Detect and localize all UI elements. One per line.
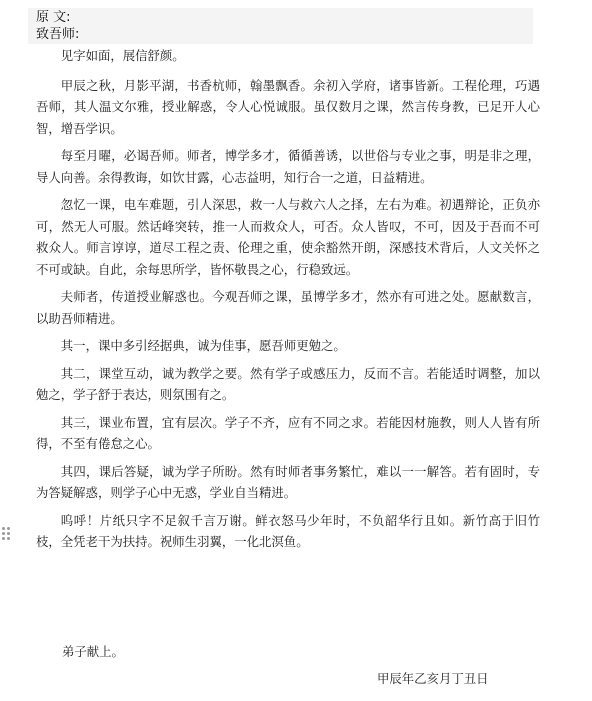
paragraph-1: 甲辰之秋，月影平湖，书香杭师，翰墨飘香。余初入学府，诸事皆新。工程伦理，巧遇吾师，其人温文尔雅，授业解惑，令人心悦诚服。虽仅数月之课，然言传身教，已足开人心智，增吾学识。	[36, 77, 540, 136]
paragraph-9: 呜呼！片纸只字不足叙千言万谢。鲜衣怒马少年时，不负韶华行且如。新竹高于旧竹枝，全凭老干为扶持。祝师生羽翼，一化北溟鱼。	[36, 512, 540, 549]
paragraph-7: 其三，课业布置，宜有层次。学子不齐，应有不同之求。若能因材施教，则人人皆有所得，不至有倦怠之心。	[36, 414, 540, 451]
paragraph-4: 夫师者，传道授业解惑也。今观吾师之课，虽博学多才，然亦有可进之处。愿献数言，以助吾师精进。	[36, 289, 540, 326]
paragraph-5: 其一，课中多引经据典，诚为佳事，愿吾师更勉之。	[60, 338, 346, 353]
paragraph-3: 忽忆一课，电车难题，引人深思，救一人与救六人之择，左右为难。初遇辩论，正负亦可，然无人可服。然话峰突转，推一人而救众人，可否。众人皆叹，不可，因及于吾而不可救众人。师言谆谆，道尽工程之责、伦理之重，使余豁然开朗，深感技术背后，人文关怀之不可或缺。自此，余每思所学，皆怀敬畏之心，行稳致远。	[36, 197, 540, 277]
original-text-label: 原 文:	[36, 10, 71, 25]
paragraph-6: 其二，课堂互动，诚为教学之要。然有学子或感压力，反而不言。若能适时调整，加以勉之，学子舒于表达，则氛围有之。	[36, 365, 540, 402]
drag-handle-icon[interactable]	[2, 527, 10, 541]
paragraph-greeting: 见字如面，展信舒颜。	[60, 48, 185, 63]
salutation: 致吾师:	[36, 27, 80, 42]
header-highlight	[28, 8, 533, 44]
paragraph-8: 其四，课后答疑，诚为学子所盼。然有时师者事务繁忙，难以一一解答。若有固时，专为答疑解惑，则学子心中无惑，学业自当精进。	[36, 463, 540, 500]
paragraph-2: 每至月曜，必谒吾师。师者，博学多才，循循善诱，以世俗与专业之事，明是非之理，导人向善。余得教诲，如饮甘露，心志益明，知行合一之道，日益精进。	[36, 148, 540, 185]
letter-date: 甲辰年乙亥月丁丑日	[377, 671, 489, 686]
signoff: 弟子献上。	[62, 644, 124, 659]
letter-body	[36, 45, 540, 559]
